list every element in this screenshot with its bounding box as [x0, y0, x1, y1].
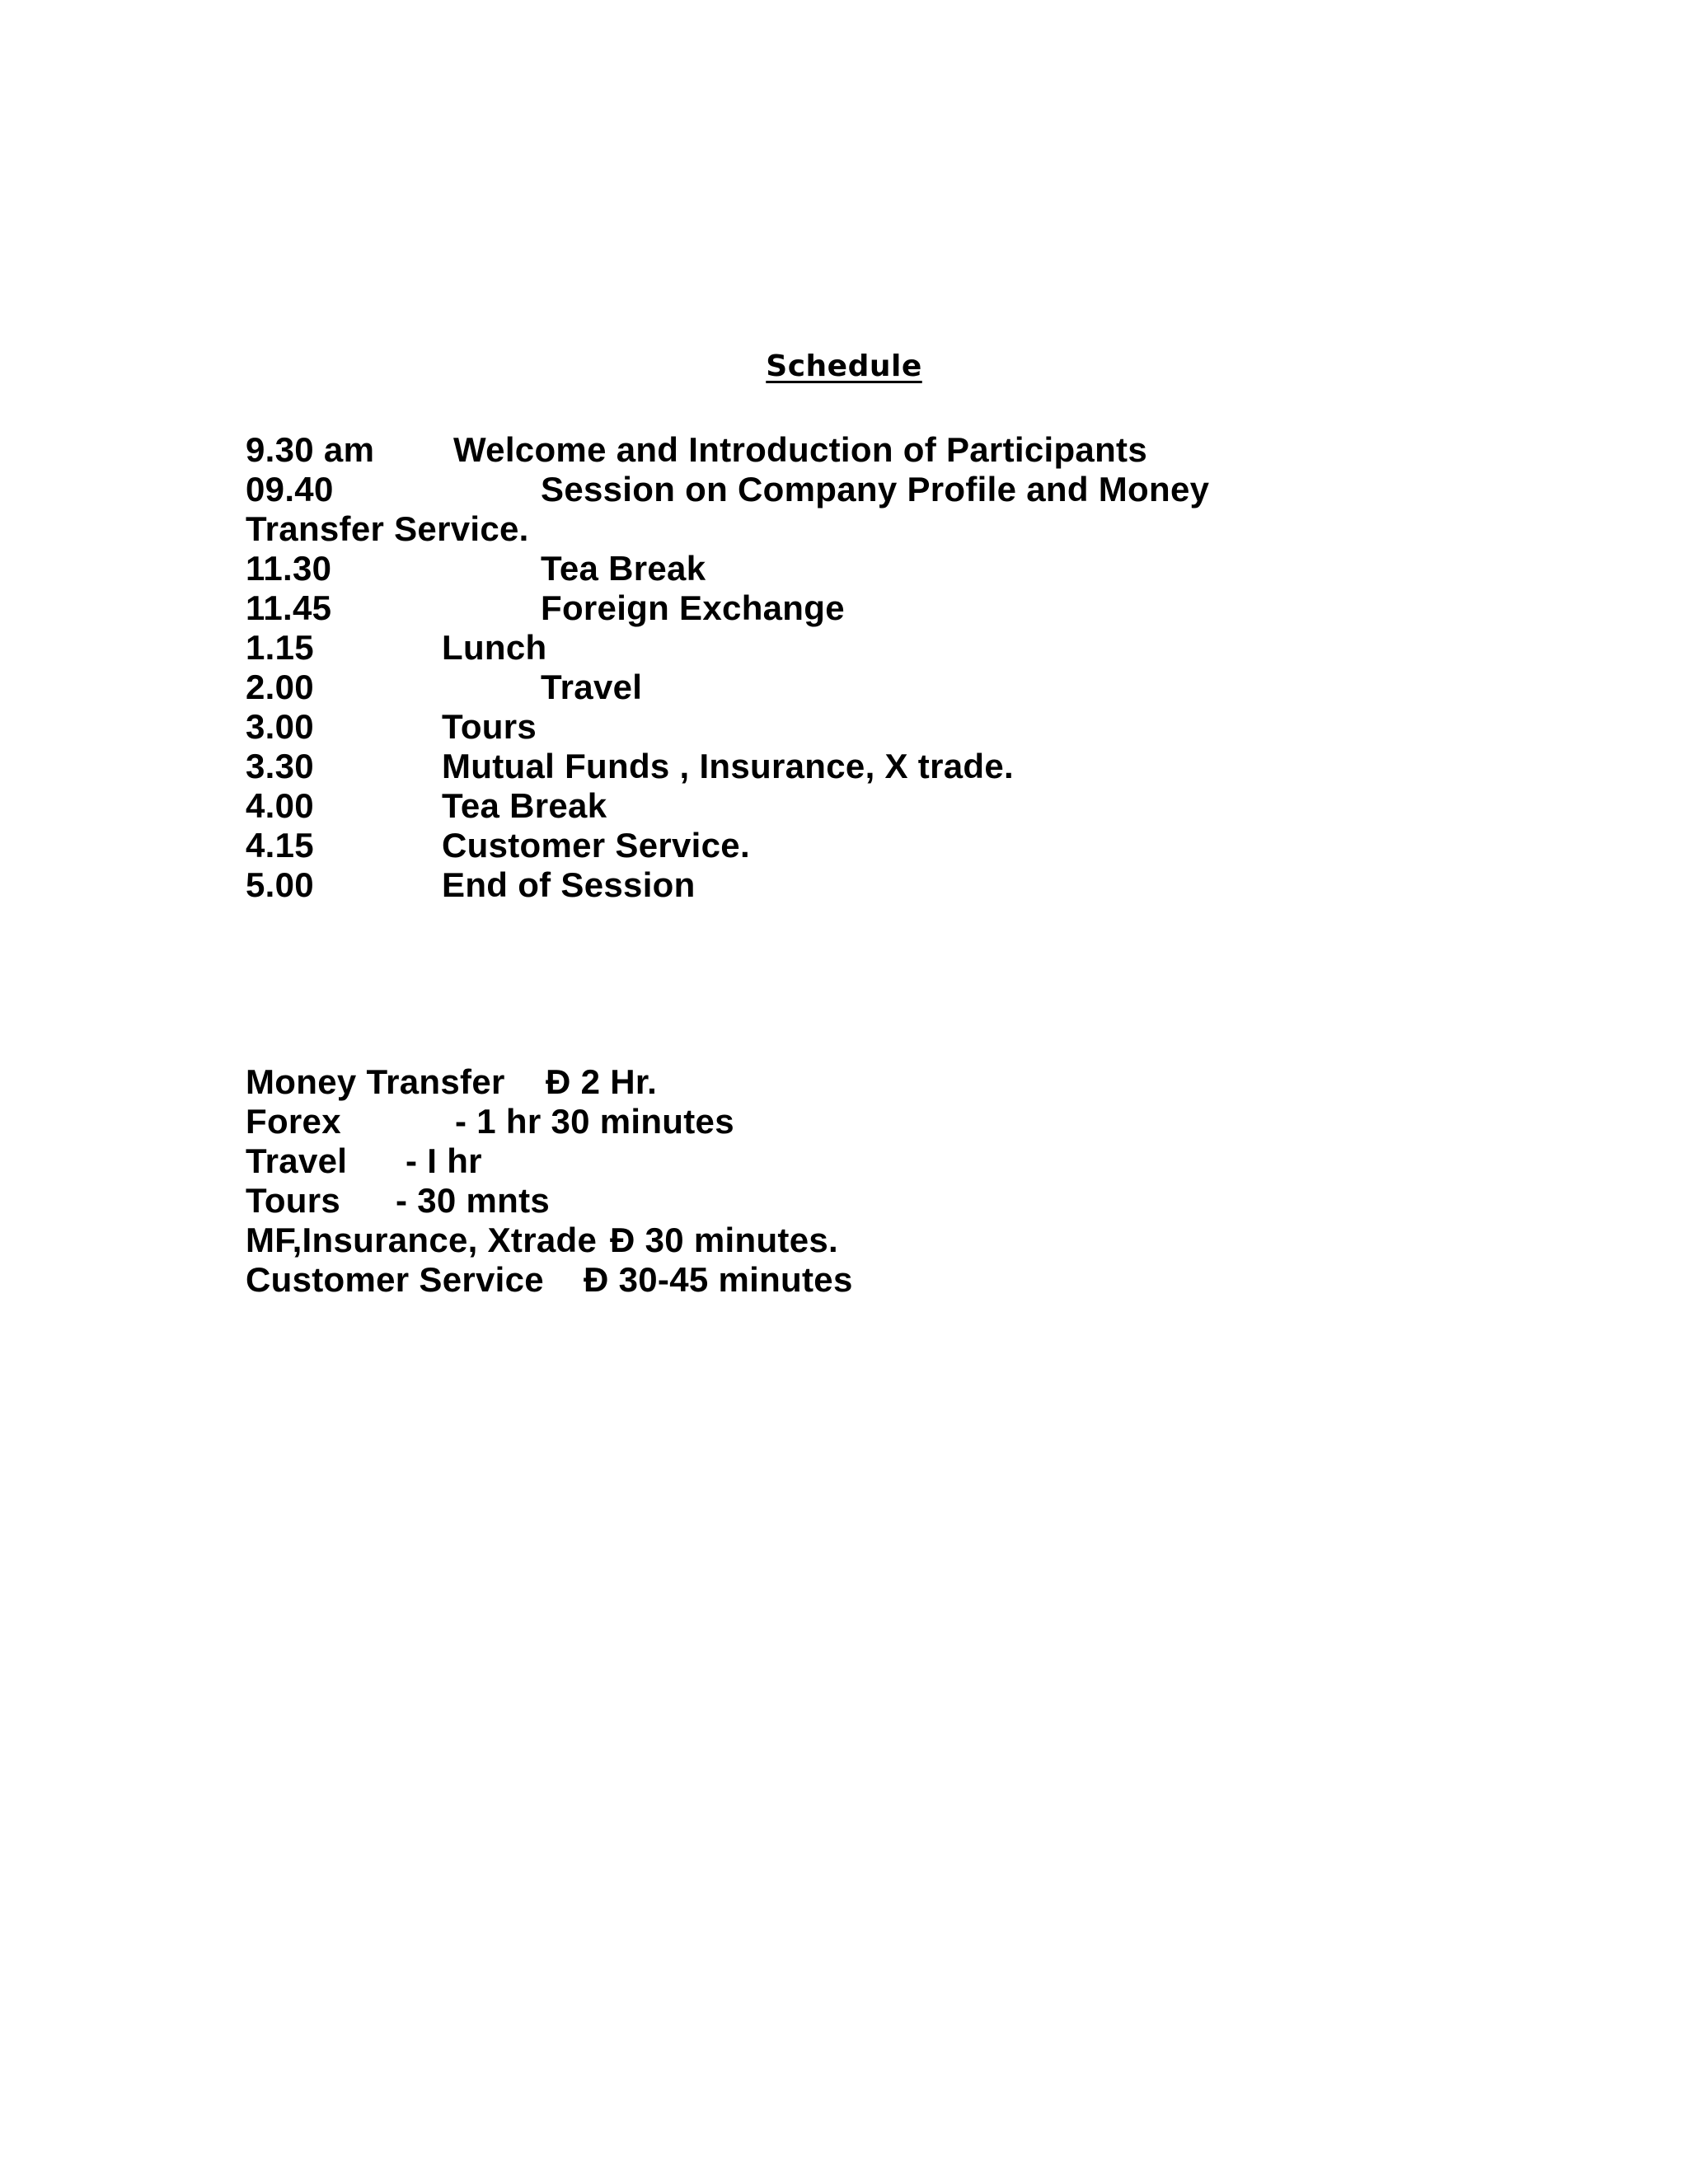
- schedule-time: 3.30: [246, 747, 314, 785]
- schedule-activity: Tea Break: [541, 549, 706, 588]
- schedule-activity: Mutual Funds , Insurance, X trade.: [442, 747, 1014, 785]
- duration-topic: Travel: [246, 1141, 348, 1180]
- schedule-time: 4.15: [246, 826, 314, 865]
- schedule-activity: End of Session: [442, 865, 696, 904]
- schedule-activity: Travel: [541, 668, 643, 706]
- schedule-time: 11.30: [246, 549, 332, 588]
- duration-topic: MF,Insurance, Xtrade: [246, 1221, 598, 1259]
- schedule-time: 5.00: [246, 865, 314, 904]
- schedule-time: 3.00: [246, 707, 314, 746]
- schedule-time: 1.15: [246, 628, 314, 667]
- schedule-activity: Session on Company Profile and Money: [541, 470, 1210, 509]
- duration-value: - 1 hr 30 minutes: [455, 1102, 734, 1141]
- schedule-activity: Customer Service.: [442, 826, 750, 865]
- schedule-activity: Foreign Exchange: [541, 588, 845, 627]
- duration-topic: Customer Service: [246, 1260, 544, 1299]
- schedule-activity: Welcome and Introduction of Participants: [453, 430, 1147, 469]
- schedule-activity: Transfer Service.: [246, 509, 529, 548]
- page-title: Schedule: [766, 349, 922, 383]
- duration-value: Đ 30-45 minutes: [584, 1260, 853, 1299]
- schedule-time: 09.40: [246, 470, 334, 509]
- schedule-activity: Lunch: [442, 628, 547, 667]
- duration-topic: Forex: [246, 1102, 341, 1141]
- duration-value: Đ 30 minutes.: [610, 1221, 838, 1259]
- schedule-time: 11.45: [246, 588, 332, 627]
- schedule-time: 9.30 am: [246, 430, 375, 469]
- duration-topic: Money Transfer: [246, 1062, 505, 1101]
- duration-value: - I hr: [406, 1141, 482, 1180]
- schedule-time: 2.00: [246, 668, 314, 706]
- duration-value: - 30 mnts: [396, 1181, 551, 1220]
- schedule-time: 4.00: [246, 786, 314, 825]
- schedule-activity: Tea Break: [442, 786, 607, 825]
- duration-value: Đ 2 Hr.: [546, 1062, 658, 1101]
- duration-topic: Tours: [246, 1181, 341, 1220]
- schedule-activity: Tours: [442, 707, 537, 746]
